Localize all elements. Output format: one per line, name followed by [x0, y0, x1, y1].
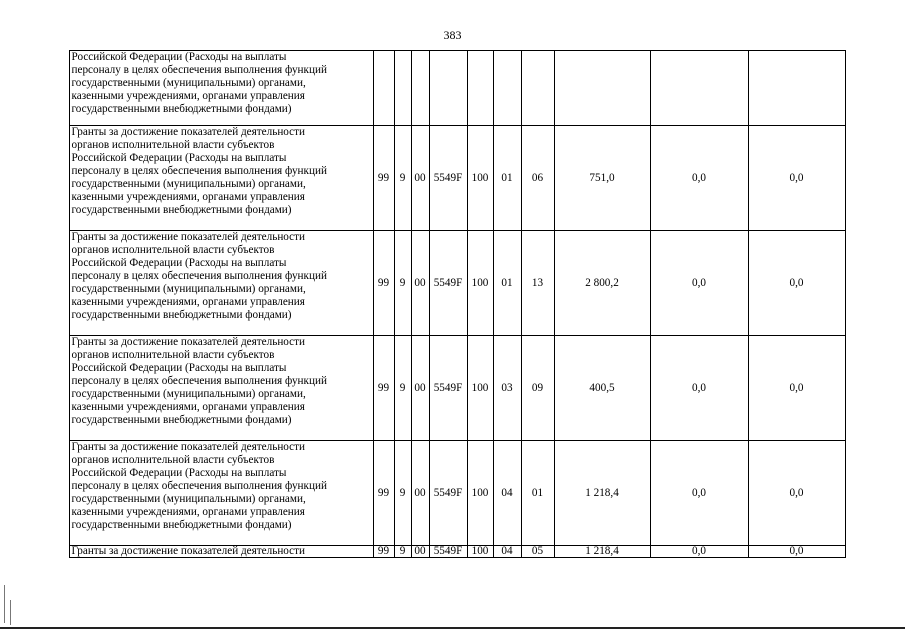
- code-subsection: [521, 51, 554, 126]
- code-program: [373, 51, 394, 126]
- code-subprogram: 9: [394, 336, 411, 441]
- code-subprogram: 9: [394, 441, 411, 546]
- budget-table: [45, 50, 846, 558]
- code-program: 99: [373, 126, 394, 231]
- row-description: Гранты за достижение показателей деятельности органов исполнительной власти субъектов Российской Федерации (Расходы на выплаты персоналу в целях обеспечения выполнения функций государственными (муниципальными) органами, казенными учреждениями, органами управления государственными внебюджетными фондами): [69, 231, 373, 336]
- row-spacer: [45, 336, 69, 441]
- page-bottom-edge: [0, 627, 905, 629]
- code-section: 01: [493, 231, 521, 336]
- table-row: [45, 546, 845, 558]
- scan-edge-mark: [10, 600, 11, 625]
- amount-year-1: 1 218,4: [554, 441, 650, 546]
- code-direction: 5549F: [429, 231, 467, 336]
- amount-year-1: 400,5: [554, 336, 650, 441]
- code-subprogram: 9: [394, 231, 411, 336]
- code-main-event: 00: [411, 231, 429, 336]
- row-spacer: [45, 546, 69, 558]
- amount-year-2: 0,0: [650, 126, 748, 231]
- code-expense-type: 100: [467, 546, 493, 558]
- code-expense-type: 100: [467, 126, 493, 231]
- code-section: [493, 51, 521, 126]
- row-spacer: [45, 231, 69, 336]
- page-number: 383: [443, 28, 462, 42]
- amount-year-3: 0,0: [748, 126, 845, 231]
- row-description: Российской Федерации (Расходы на выплаты персоналу в целях обеспечения выполнения функций государственными (муниципальными) органами, казенными учреждениями, органами управления государственными внебюджетными фондами): [69, 51, 373, 126]
- code-subsection: 06: [521, 126, 554, 231]
- code-subsection: 01: [521, 441, 554, 546]
- amount-year-2: 0,0: [650, 336, 748, 441]
- scan-edge-mark: [4, 585, 5, 623]
- amount-year-2: 0,0: [650, 231, 748, 336]
- code-subsection: 13: [521, 231, 554, 336]
- code-direction: [429, 51, 467, 126]
- code-direction: 5549F: [429, 441, 467, 546]
- code-main-event: [411, 51, 429, 126]
- code-main-event: 00: [411, 126, 429, 231]
- code-main-event: 00: [411, 441, 429, 546]
- amount-year-3: 0,0: [748, 546, 845, 558]
- row-description: Гранты за достижение показателей деятельности органов исполнительной власти субъектов Российской Федерации (Расходы на выплаты персоналу в целях обеспечения выполнения функций государственными (муниципальными) органами, казенными учреждениями, органами управления государственными внебюджетными фондами): [69, 126, 373, 231]
- code-direction: 5549F: [429, 126, 467, 231]
- table-row: [45, 336, 845, 441]
- amount-year-3: 0,0: [748, 441, 845, 546]
- amount-year-1: 2 800,2: [554, 231, 650, 336]
- code-subsection: 09: [521, 336, 554, 441]
- code-program: 99: [373, 231, 394, 336]
- amount-year-1: 1 218,4: [554, 546, 650, 558]
- table-row: [45, 231, 845, 336]
- amount-year-3: 0,0: [748, 231, 845, 336]
- amount-year-3: 0,0: [748, 336, 845, 441]
- code-direction: 5549F: [429, 336, 467, 441]
- code-program: 99: [373, 441, 394, 546]
- code-main-event: 00: [411, 336, 429, 441]
- code-section: 04: [493, 441, 521, 546]
- amount-year-1: [554, 51, 650, 126]
- row-description: Гранты за достижение показателей деятельности органов исполнительной власти субъектов Российской Федерации (Расходы на выплаты персоналу в целях обеспечения выполнения функций государственными (муниципальными) органами, казенными учреждениями, органами управления государственными внебюджетными фондами): [69, 441, 373, 546]
- code-expense-type: 100: [467, 336, 493, 441]
- code-subprogram: 9: [394, 126, 411, 231]
- amount-year-2: 0,0: [650, 546, 748, 558]
- code-subprogram: [394, 51, 411, 126]
- code-section: 03: [493, 336, 521, 441]
- amount-year-2: 0,0: [650, 441, 748, 546]
- amount-year-3: [748, 51, 845, 126]
- code-subsection: 05: [521, 546, 554, 558]
- row-spacer: [45, 441, 69, 546]
- code-subprogram: 9: [394, 546, 411, 558]
- row-description: Гранты за достижение показателей деятельности органов исполнительной власти субъектов Российской Федерации (Расходы на выплаты персоналу в целях обеспечения выполнения функций государственными (муниципальными) органами, казенными учреждениями, органами управления государственными внебюджетными фондами): [69, 336, 373, 441]
- row-description: Гранты за достижение показателей деятельности: [69, 546, 373, 558]
- table-row: [45, 126, 845, 231]
- code-program: 99: [373, 336, 394, 441]
- code-program: 99: [373, 546, 394, 558]
- code-section: 04: [493, 546, 521, 558]
- row-spacer: [45, 126, 69, 231]
- table-row: [45, 441, 845, 546]
- code-expense-type: [467, 51, 493, 126]
- code-direction: 5549F: [429, 546, 467, 558]
- row-spacer: [45, 51, 69, 126]
- amount-year-1: 751,0: [554, 126, 650, 231]
- code-main-event: 00: [411, 546, 429, 558]
- code-expense-type: 100: [467, 441, 493, 546]
- code-expense-type: 100: [467, 231, 493, 336]
- amount-year-2: [650, 51, 748, 126]
- code-section: 01: [493, 126, 521, 231]
- table-row: [45, 51, 845, 126]
